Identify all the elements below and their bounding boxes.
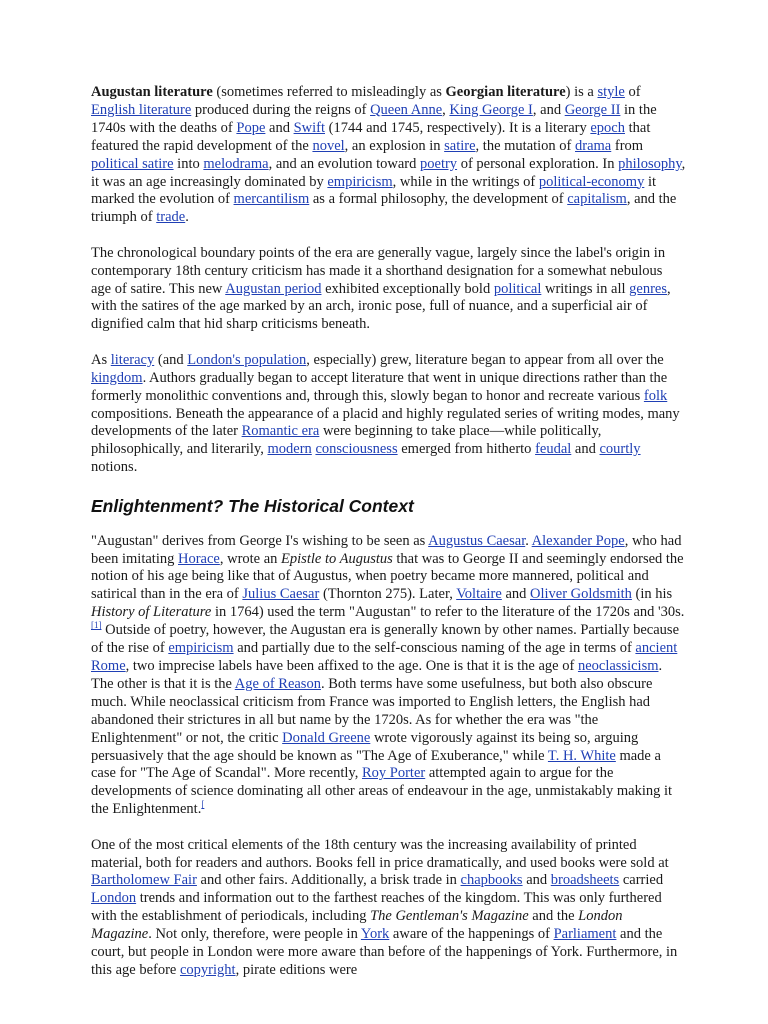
wiki-link[interactable]: Oliver Goldsmith: [530, 586, 632, 603]
paragraph: [91, 352, 686, 477]
wiki-link[interactable]: philosophy: [618, 155, 682, 172]
bold-term: Georgian literature: [445, 84, 566, 100]
wiki-link[interactable]: Age of Reason: [234, 675, 321, 692]
wiki-link[interactable]: poetry: [420, 155, 458, 172]
wiki-link[interactable]: Voltaire: [456, 586, 502, 603]
text-run: wrote vigorously against its being so, arguing persuasively that the age should be known as "The Age of Exuberance," while: [91, 729, 639, 764]
bold-term: Augustan literature: [91, 84, 213, 100]
wiki-link[interactable]: Augustan period: [225, 280, 322, 297]
text-run: The chronological boundary points of the era are generally vague, largely since the label's origin in contemporary 18th century criticism has made it a shorthand designation for a somewhat nebulous age of satire. This new: [91, 244, 666, 297]
text-run: , who had been imitating: [91, 532, 682, 567]
text-run: , and the triumph of: [91, 191, 677, 226]
wiki-link[interactable]: political: [493, 280, 542, 297]
text-run: , an explosion in: [344, 137, 445, 154]
wiki-link[interactable]: copyright: [179, 961, 236, 978]
text-run: exhibited exceptionally bold: [321, 280, 494, 297]
wiki-link[interactable]: London's population: [187, 351, 307, 368]
text-run: Outside of poetry, however, the Augustan era is generally known by other names. Partially because of the rise of: [91, 622, 680, 657]
text-run: , and an evolution toward: [268, 155, 421, 172]
work-title: London Magazine: [91, 908, 623, 943]
text-run: from: [611, 137, 644, 154]
wiki-link[interactable]: T. H. White: [547, 747, 616, 764]
wiki-link[interactable]: empiricism: [327, 173, 393, 190]
text-run: of personal exploration. In: [457, 155, 619, 172]
paragraph: [91, 84, 686, 227]
text-run: (Thornton 275). Later,: [319, 586, 457, 603]
footnote-ref-link[interactable]: [: [201, 799, 205, 810]
text-run: aware of the happenings of: [389, 926, 554, 943]
text-run: and the court, but people in London were more aware than before of the happenings of York. Furthermore, in this age before: [91, 926, 678, 978]
work-title: Epistle to Augustus: [281, 550, 393, 567]
wiki-link[interactable]: folk: [643, 387, 668, 404]
wiki-link[interactable]: political-economy: [538, 173, 645, 190]
text-run: . Both terms have some usefulness, but both also obscure much. While neoclassical criticism from France was imported to English letters, the English had abandoned their strictures in all but name by the 1720s. As for whether the era was "the Enlightenment" or not, the critic: [91, 675, 653, 746]
text-run: in the 1740s with the deaths of: [91, 101, 657, 136]
wiki-link[interactable]: style: [597, 84, 625, 100]
wiki-link[interactable]: epoch: [590, 119, 625, 136]
text-run: into: [173, 155, 204, 172]
footnote-ref: [201, 799, 204, 809]
section-heading: Enlightenment? The Historical Context: [91, 495, 414, 516]
work-title: The Gentleman's Magazine: [370, 908, 529, 925]
text-run: ) is a: [565, 84, 598, 100]
text-run: (in his: [631, 586, 673, 603]
text-run: (1744 and 1745, respectively). It is a literary: [325, 119, 591, 136]
text-run: and other fairs. Additionally, a brisk trade in: [196, 872, 461, 889]
text-run: writings in all: [541, 280, 630, 297]
text-run: , while in the writings of: [392, 173, 539, 190]
wiki-link[interactable]: Swift: [293, 119, 325, 136]
wiki-link[interactable]: literacy: [110, 351, 155, 368]
wiki-link[interactable]: trade: [156, 209, 186, 226]
text-run: attempted again to argue for the developments of science dominating all other areas of endeavour in the age, unmistakably making it the Enlightenment.: [91, 765, 673, 818]
text-run: were beginning to take place—while politically, philosophically, and literarily,: [91, 423, 602, 458]
text-run: , it was an age increasingly dominated by: [91, 155, 686, 190]
text-run: and partially due to the self-conscious naming of the age in terms of: [233, 640, 636, 657]
text-run: (sometimes referred to misleadingly as: [212, 84, 446, 100]
text-run: . The other is that it is the: [91, 657, 663, 692]
text-run: , wrote an: [219, 550, 282, 567]
text-run: that was to George II and seemingly endorsed the notion of his age being like that of Augustus, when poetry became more mannered, political and satirical than in the era of: [91, 550, 684, 603]
wiki-link[interactable]: drama: [575, 137, 612, 154]
wiki-link[interactable]: King George I: [449, 101, 533, 118]
wiki-link[interactable]: English literature: [91, 101, 192, 118]
wiki-link[interactable]: Parliament: [553, 926, 617, 943]
text-run: One of the most critical elements of the 18th century was the increasing availability of printed material, both for readers and authors. Books fell in price dramatically, and used books were sold at: [91, 836, 669, 871]
text-run: notions.: [91, 459, 138, 476]
text-run: , especially) grew, literature began to appear from all over the: [306, 351, 664, 368]
text-run: .: [185, 209, 189, 226]
text-run: (and: [154, 351, 188, 368]
text-run: it marked the evolution of: [91, 173, 657, 208]
text-run: and: [522, 872, 551, 889]
wiki-link[interactable]: Augustus Caesar: [428, 532, 526, 549]
wiki-link[interactable]: Pope: [236, 119, 266, 136]
text-run: as a formal philosophy, the development of: [309, 191, 568, 208]
paragraph: [91, 533, 686, 820]
wiki-link[interactable]: Queen Anne: [370, 101, 443, 118]
article-body: [91, 84, 686, 997]
text-run: , and: [532, 101, 565, 118]
text-run: . Not only, therefore, were people in: [148, 926, 361, 943]
wiki-link[interactable]: empiricism: [168, 640, 234, 657]
text-run: , two imprecise labels have been affixed to the age. One is that it is the age of: [125, 657, 578, 674]
wiki-link[interactable]: London: [91, 890, 137, 907]
text-run: "Augustan" derives from George I's wishing to be seen as: [91, 532, 429, 549]
wiki-link[interactable]: Roy Porter: [361, 765, 426, 782]
wiki-link[interactable]: political satire: [91, 155, 174, 172]
footnote-ref-link[interactable]: [1]: [91, 620, 102, 631]
text-run: carried: [619, 872, 664, 889]
wiki-link[interactable]: York: [360, 926, 390, 943]
wiki-link[interactable]: mercantilism: [233, 191, 310, 208]
text-run: , the mutation of: [475, 137, 576, 154]
wiki-link[interactable]: kingdom: [91, 369, 143, 386]
text-run: and: [265, 119, 294, 136]
wiki-link[interactable]: satire: [444, 137, 476, 154]
text-run: in 1764) used the term "Augustan" to refer to the literature of the 1720s and '30s.: [211, 604, 685, 621]
text-run: and: [501, 586, 531, 603]
wiki-link[interactable]: Alexander Pope: [531, 532, 625, 549]
wiki-link[interactable]: consciousness: [315, 441, 398, 458]
text-run: and: [571, 441, 600, 458]
wiki-link[interactable]: feudal: [535, 441, 572, 458]
text-run: emerged from hitherto: [397, 441, 536, 458]
text-run: compositions. Beneath the appearance of a placid and highly regulated series of writing modes, many developments of the later: [91, 405, 680, 440]
wiki-link[interactable]: Horace: [177, 550, 220, 567]
text-run: As: [91, 351, 111, 368]
text-run: made a case for "The Age of Scandal". More recently,: [91, 747, 661, 782]
wiki-link[interactable]: capitalism: [567, 191, 627, 208]
wiki-link[interactable]: Romantic era: [241, 423, 320, 440]
text-run: that featured the rapid development of the: [91, 119, 651, 154]
text-run: .: [525, 532, 532, 549]
text-run: , with the satires of the age marked by an arch, ironic pose, full of nuance, and a superficial air of dignified calm that hid sharp criticisms beneath.: [91, 280, 671, 333]
paragraph: [91, 837, 686, 980]
wiki-link[interactable]: modern: [267, 441, 312, 458]
wiki-link[interactable]: broadsheets: [550, 872, 620, 889]
footnote-ref: [91, 620, 102, 630]
wiki-link[interactable]: Bartholomew Fair: [91, 872, 197, 889]
wiki-link[interactable]: chapbooks: [460, 872, 523, 889]
wiki-link[interactable]: neoclassicism: [577, 657, 659, 674]
text-run: , pirate editions were: [235, 961, 358, 978]
wiki-link[interactable]: George II: [564, 101, 621, 118]
wiki-link[interactable]: courtly: [599, 441, 641, 458]
text-run: . Authors gradually began to accept literature that went in unique directions rather than the formerly monolithic conventions and, through this, slowly began to honor and recreate various: [91, 369, 668, 404]
wiki-link[interactable]: genres: [629, 280, 667, 297]
text-run: and the: [528, 908, 579, 925]
wiki-link[interactable]: ancient Rome: [91, 640, 678, 674]
wiki-link[interactable]: melodrama: [203, 155, 269, 172]
text-run: of: [624, 84, 641, 100]
work-title: History of Literature: [91, 604, 212, 621]
text-run: ,: [442, 101, 450, 118]
text-run: produced during the reigns of: [191, 101, 371, 118]
wiki-link[interactable]: Donald Greene: [282, 729, 371, 746]
text-run: trends and information out to the farthest reaches of the kingdom. This was only furthered with the establishment of periodicals, including: [91, 890, 662, 925]
wiki-link[interactable]: Julius Caesar: [242, 586, 320, 603]
wiki-link[interactable]: novel: [312, 137, 345, 154]
paragraph: [91, 245, 686, 335]
